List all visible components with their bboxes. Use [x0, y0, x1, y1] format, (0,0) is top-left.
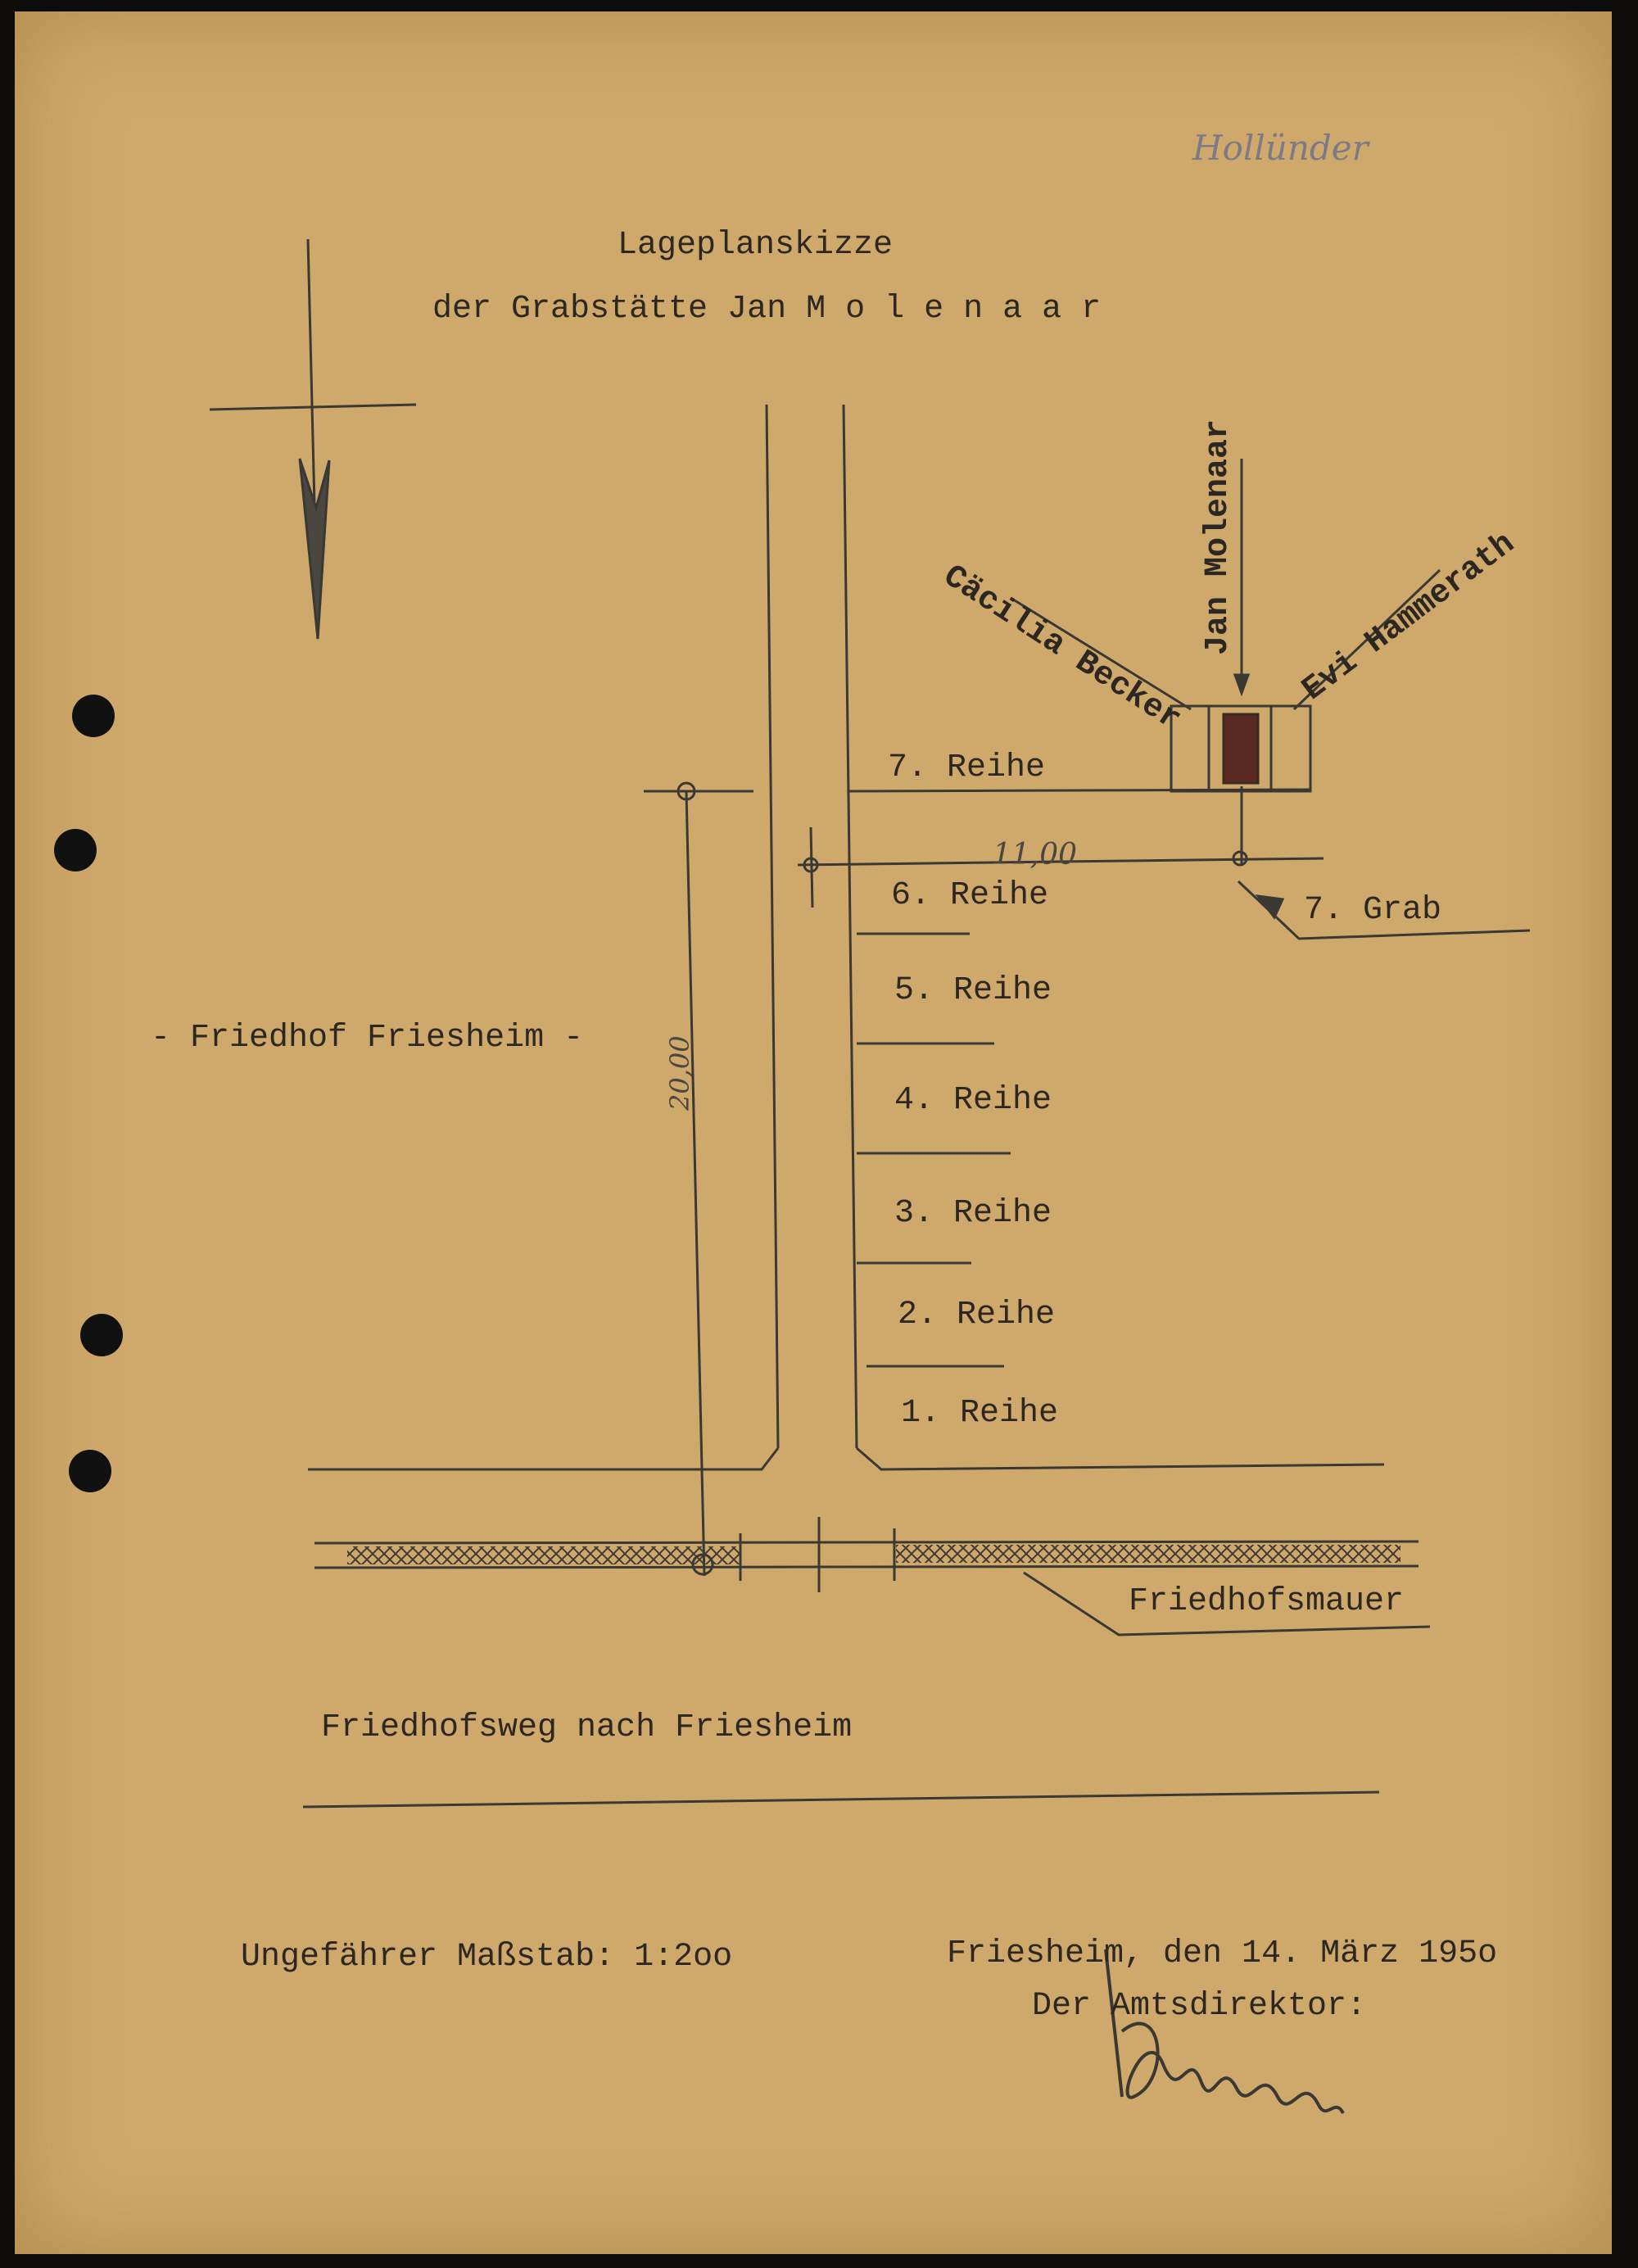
handwritten-note: Hollünder [1192, 128, 1369, 168]
title-line-2: der Grabstätte Jan M o l e n a a r [432, 291, 1102, 328]
name-jan-molenaar: Jan Molenaar [1200, 419, 1237, 655]
row-label: 2. Reihe [898, 1297, 1056, 1333]
row-label: 5. Reihe [894, 972, 1052, 1009]
scale-label: Ungefährer Maßstab: 1:2oo [241, 1939, 733, 1976]
grave-label: 7. Grab [1304, 892, 1442, 929]
road-label: Friedhofsweg nach Friesheim [321, 1709, 853, 1746]
row-label: 3. Reihe [894, 1195, 1052, 1232]
row-label: 6. Reihe [891, 877, 1049, 914]
row-label: 4. Reihe [894, 1082, 1052, 1119]
dimension-vertical: 20,00 [664, 1035, 695, 1111]
name-evi-hammerath: Evi Hammerath [1296, 525, 1523, 709]
place-date: Friesheim, den 14. März 195o [947, 1935, 1498, 1972]
wall-label: Friedhofsmauer [1129, 1583, 1405, 1620]
north-arrow-icon [210, 239, 416, 639]
row-label: 7. Reihe [888, 749, 1046, 786]
dimension-horizontal: 11,00 [993, 838, 1078, 871]
row-label: 1. Reihe [901, 1395, 1059, 1432]
office-label: Der Amtsdirektor: [1032, 1988, 1367, 2025]
title-line-1: Lageplanskizze [618, 227, 894, 264]
name-cecilia-becker: Cäcilia Becker [936, 558, 1188, 740]
cemetery-label: - Friedhof Friesheim - [151, 1020, 584, 1057]
signature-icon [1106, 1949, 1343, 2113]
